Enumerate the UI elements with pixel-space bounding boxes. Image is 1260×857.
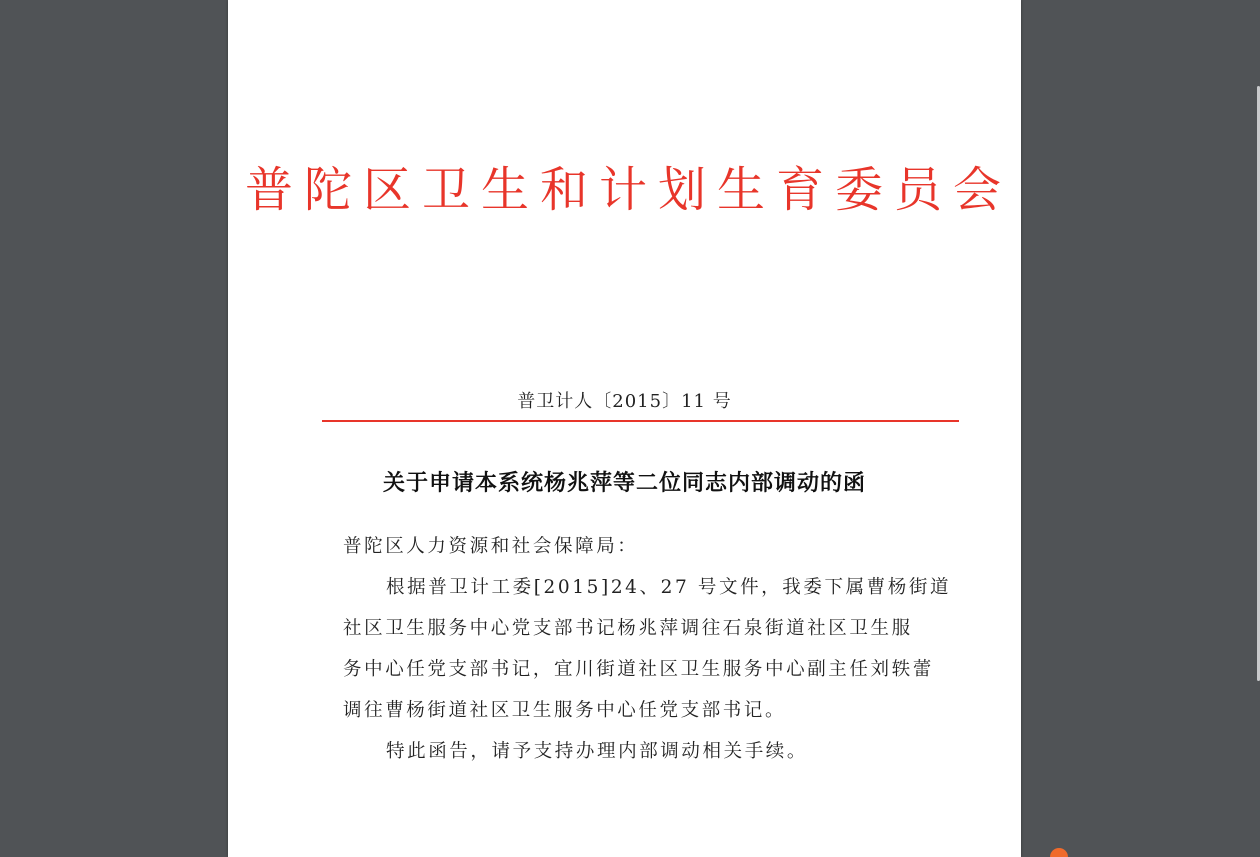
red-divider-line — [322, 420, 959, 422]
closing-line: 特此函告，请予支持办理内部调动相关手续。 — [386, 741, 809, 762]
document-number: 普卫计人〔2015〕11 号 — [517, 391, 732, 412]
paragraph-line-2: 社区卫生服务中心党支部书记杨兆萍调往石泉街道社区卫生服 — [343, 618, 913, 639]
paragraph-line-3: 务中心任党支部书记，宜川街道社区卫生服务中心副主任刘轶蕾 — [343, 659, 934, 680]
document-page — [228, 0, 1021, 857]
recipient-line: 普陀区人力资源和社会保障局： — [343, 536, 639, 557]
orange-corner-icon — [1050, 848, 1068, 857]
document-body — [343, 526, 963, 772]
paragraph-line-4: 调往曹杨街道社区卫生服务中心任党支部书记。 — [343, 700, 787, 721]
organization-header: 普陀区卫生和计划生育委员会 — [244, 162, 1012, 218]
paragraph-line-1: 根据普卫计工委[2015]24、27 号文件，我委下属曹杨街道 — [386, 577, 952, 598]
document-title: 关于申请本系统杨兆萍等二位同志内部调动的函 — [382, 470, 866, 496]
